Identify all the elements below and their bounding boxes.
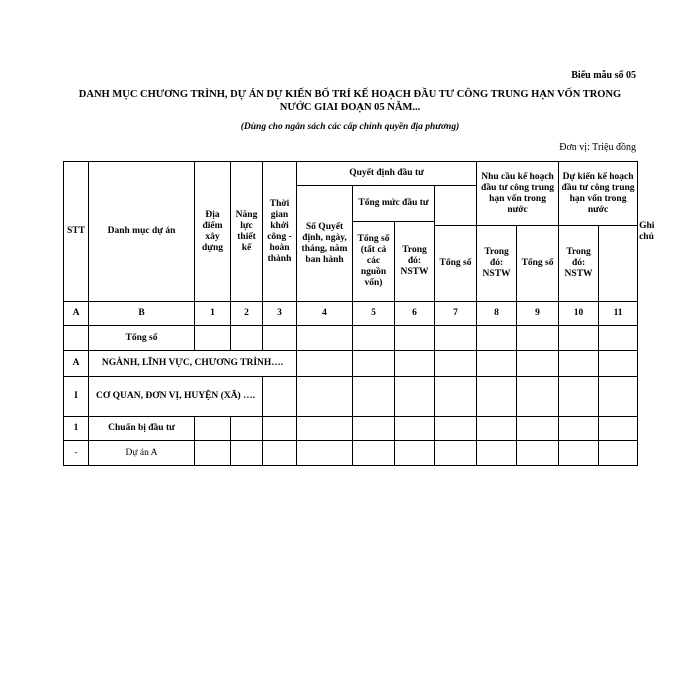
index-cell: 5 — [353, 302, 395, 326]
header-capacity: Năng lực thiết kế — [231, 162, 263, 302]
header-demand-nstw: Trong đó: NSTW — [477, 226, 517, 302]
row-stt: A — [64, 351, 89, 377]
index-cell: 9 — [517, 302, 559, 326]
header-demand: Nhu cầu kế hoạch đầu tư công trung hạn vốn trong nước — [477, 162, 559, 226]
index-cell: 8 — [477, 302, 517, 326]
header-total-investment: Tổng mức đầu tư — [353, 186, 435, 222]
table-row — [64, 377, 638, 417]
row-name: CƠ QUAN, ĐƠN VỊ, HUYỆN (XÃ) …. — [89, 377, 263, 417]
header-total-all-sources: Tổng số (tất cả các nguồn vốn) — [353, 222, 395, 302]
unit-label: Đơn vị: Triệu đồng — [559, 142, 636, 153]
header-decision-number: Số Quyết định, ngày, tháng, năm ban hành — [297, 186, 353, 302]
document-subtitle: (Dùng cho ngân sách các cấp chính quyền địa phương) — [240, 122, 460, 132]
form-number: Biểu mẫu số 05 — [571, 70, 636, 81]
row-stt: - — [64, 441, 89, 466]
index-cell: A — [64, 302, 89, 326]
index-cell: 3 — [263, 302, 297, 326]
index-cell: 7 — [435, 302, 477, 326]
index-cell: 4 — [297, 302, 353, 326]
index-cell: B — [89, 302, 195, 326]
row-name: NGÀNH, LĨNH VỰC, CHƯƠNG TRÌNH…. — [89, 351, 297, 377]
row-name: Chuẩn bị đầu tư — [89, 417, 195, 441]
index-cell: 1 — [195, 302, 231, 326]
header-planned-total: Tổng số — [517, 226, 559, 302]
row-name: Tổng số — [89, 326, 195, 351]
row-stt — [64, 326, 89, 351]
header-location: Địa điểm xây dựng — [195, 162, 231, 302]
index-cell: 11 — [599, 302, 638, 326]
row-stt: 1 — [64, 417, 89, 441]
project-table: STT Danh mục dự án Địa điểm xây dựng Năng lực thiết kế Thời gian khởi công - hoàn thành Quyết định đầu tư Nhu cầu kế hoạch đầu tư công trung hạn vốn trong nước Dự kiến kế hoạch đầu tư công trung hạn vốn trong nước Ghi chú Số Quyết định, ngày, tháng, năm ban hành Tổng mức đầu tư Tổng số (tất cả các nguồn vốn) Trong đó: NSTW Tổng số Trong đó: NSTW Tổng số Trong đó: NSTW A B 1 2 3 4 5 6 7 8 9 10 11 Tổng số A NGÀNH, LĨNH VỰC, CHƯƠNG TRÌNH…. I CƠ QUAN, ĐƠN VỊ, HUYỆN (XÃ) …. 1 Chuẩn bị đầu tư - Dự án A — [63, 161, 638, 466]
row-name: Dự án A — [89, 441, 195, 466]
index-cell: 2 — [231, 302, 263, 326]
table-row — [64, 417, 638, 441]
row-stt: I — [64, 377, 89, 417]
header-stt: STT — [64, 162, 89, 302]
index-cell: 10 — [559, 302, 599, 326]
header-planned: Dự kiến kế hoạch đầu tư công trung hạn vốn trong nước — [559, 162, 638, 226]
header-demand-total: Tổng số — [435, 226, 477, 302]
index-cell: 6 — [395, 302, 435, 326]
column-index-row — [64, 302, 638, 326]
table-row — [64, 326, 638, 351]
header-planned-nstw: Trong đó: NSTW — [559, 226, 599, 302]
header-project-list: Danh mục dự án — [89, 162, 195, 302]
table-row — [64, 441, 638, 466]
table-row — [64, 351, 638, 377]
header-of-which-nstw: Trong đó: NSTW — [395, 222, 435, 302]
header-timeline: Thời gian khởi công - hoàn thành — [263, 162, 297, 302]
header-investment-decision: Quyết định đầu tư — [297, 162, 477, 186]
document-title: DANH MỤC CHƯƠNG TRÌNH, DỰ ÁN DỰ KIẾN BỐ TRÍ KẾ HOẠCH ĐẦU TƯ CÔNG TRUNG HẠN VỐN TRONG NƯỚC GIAI ĐOẠN 05 NĂM... — [78, 89, 622, 113]
